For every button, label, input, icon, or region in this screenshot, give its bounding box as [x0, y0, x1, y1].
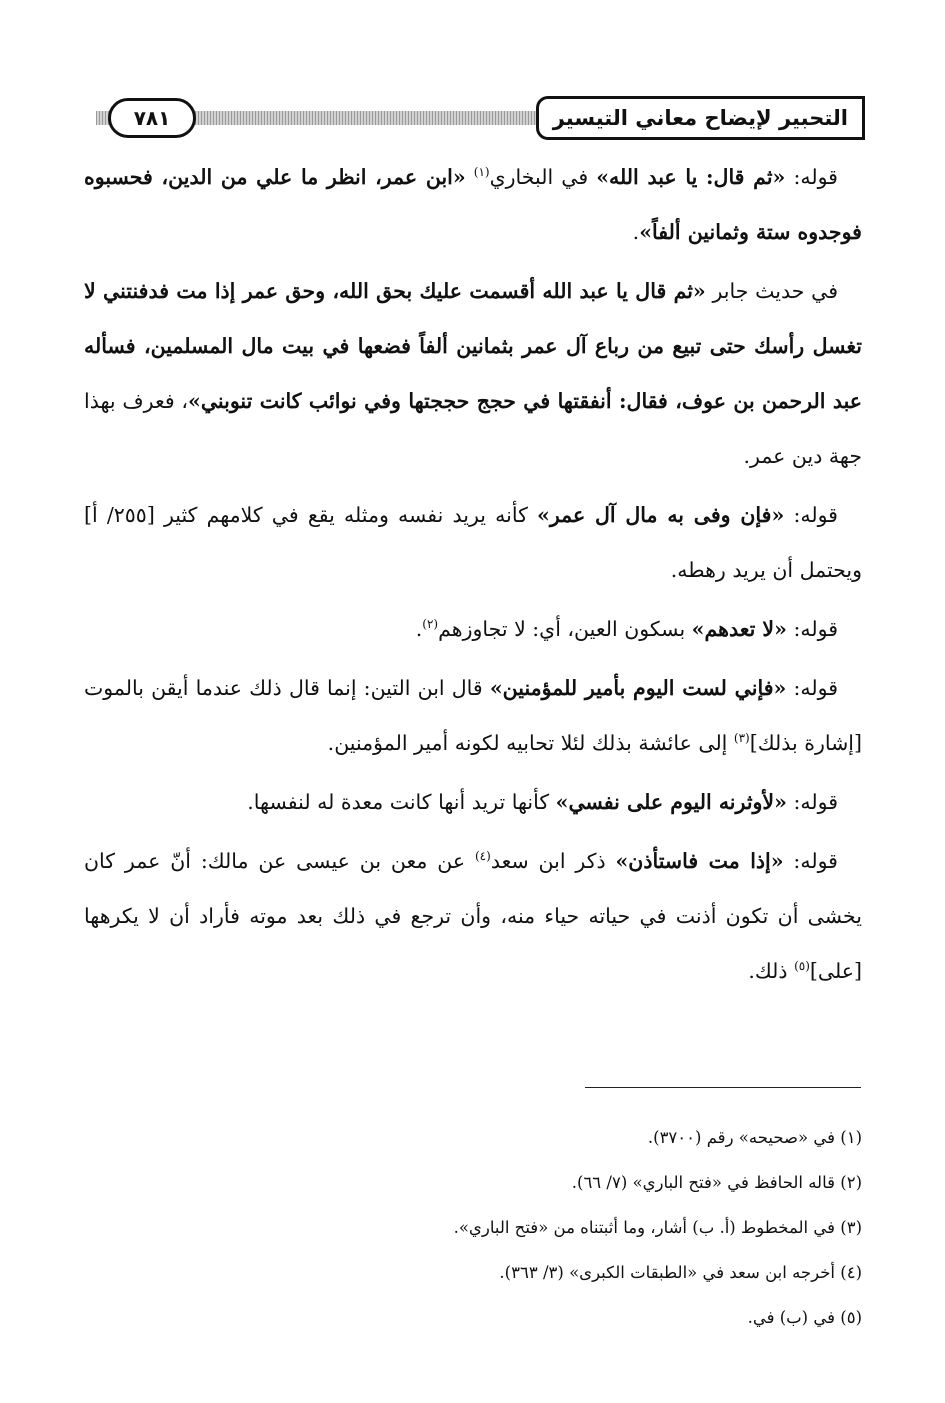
- book-title: التحبير لإيضاح معاني التيسير: [536, 96, 865, 140]
- footnote-separator: [585, 1087, 861, 1088]
- paragraph-4: قوله: «لا تعدهم» بسكون العين، أي: لا تجاوزهم$^{(٢)}$.: [415, 617, 838, 641]
- paragraph-5: قوله: «فإني لست اليوم بأمير للمؤمنين» قال ابن التين: إنما قال ذلك عندما أيقن بالموت [إشارة بذلك]$^{(٣)}$ إلى عائشة بذلك لئلا تحابيه لكونه أمير المؤمنين.: [84, 676, 862, 755]
- footnote-5: (٥) في (ب) في.: [747, 1308, 862, 1327]
- footnote-1: (١) في «صحيحه» رقم (٣٧٠٠).: [647, 1128, 862, 1147]
- running-header: [96, 92, 865, 144]
- paragraph-1: قوله: «ثم قال: يا عبد الله» في البخاري$^{(١)}$ «ابن عمر، انظر ما علي من الدين، فحسبوه فوجدوه ستة وثمانين ألفاً».: [84, 165, 862, 244]
- footnote-ref-2: (٢): [422, 617, 439, 632]
- footnote-ref-1: (١): [473, 165, 490, 180]
- footnote-ref-5: (٥): [794, 959, 810, 974]
- paragraph-6: قوله: «لأوثرنه اليوم على نفسي» كأنها تريد أنها كانت معدة له لنفسها.: [247, 790, 838, 814]
- main-text: [84, 150, 862, 1003]
- paragraph-7: قوله: «إذا مت فاستأذن» ذكر ابن سعد$^{(٤)}$ عن معن بن عيسى عن مالك: أنّ عمر كان يخشى أن تكون أذنت في حياته حياء منه، وأن ترجع في ذلك بعد موته فأراد أن لا يكرهها [على]$^{(٥)}$ ذلك.: [84, 849, 862, 983]
- paragraph-2: في حديث جابر «ثم قال يا عبد الله أقسمت عليك بحق الله، وحق عمر إذا مت فدفنتني لا تغسل رأسك حتى تبيع من رباع آل عمر بثمانين ألفاً فضعها في بيت مال المسلمين، فسأله عبد الرحمن بن عوف، فقال: أنفقتها في حجج حججتها وفي نوائب كانت تنوبني»، فعرف بهذا جهة دين عمر.: [84, 279, 862, 468]
- footnote-ref-4: (٤): [474, 849, 491, 864]
- footnote-4: (٤) أخرجه ابن سعد في «الطبقات الكبرى» (٣/ ٣٦٣).: [499, 1263, 862, 1282]
- footnotes: [84, 1115, 862, 1340]
- paragraph-3: قوله: «فإن وفى به مال آل عمر» كأنه يريد نفسه ومثله يقع في كلامهم كثير [٢٥٥/ أ] ويحتمل أن يريد رهطه.: [84, 503, 862, 582]
- footnote-ref-3: (٣): [733, 731, 750, 746]
- footnote-2: (٢) قاله الحافظ في «فتح الباري» (٧/ ٦٦).: [571, 1173, 862, 1192]
- page-number: ٧٨١: [108, 98, 196, 138]
- footnote-3: (٣) في المخطوط (أ. ب) أشار، وما أثبتناه من «فتح الباري».: [453, 1218, 862, 1237]
